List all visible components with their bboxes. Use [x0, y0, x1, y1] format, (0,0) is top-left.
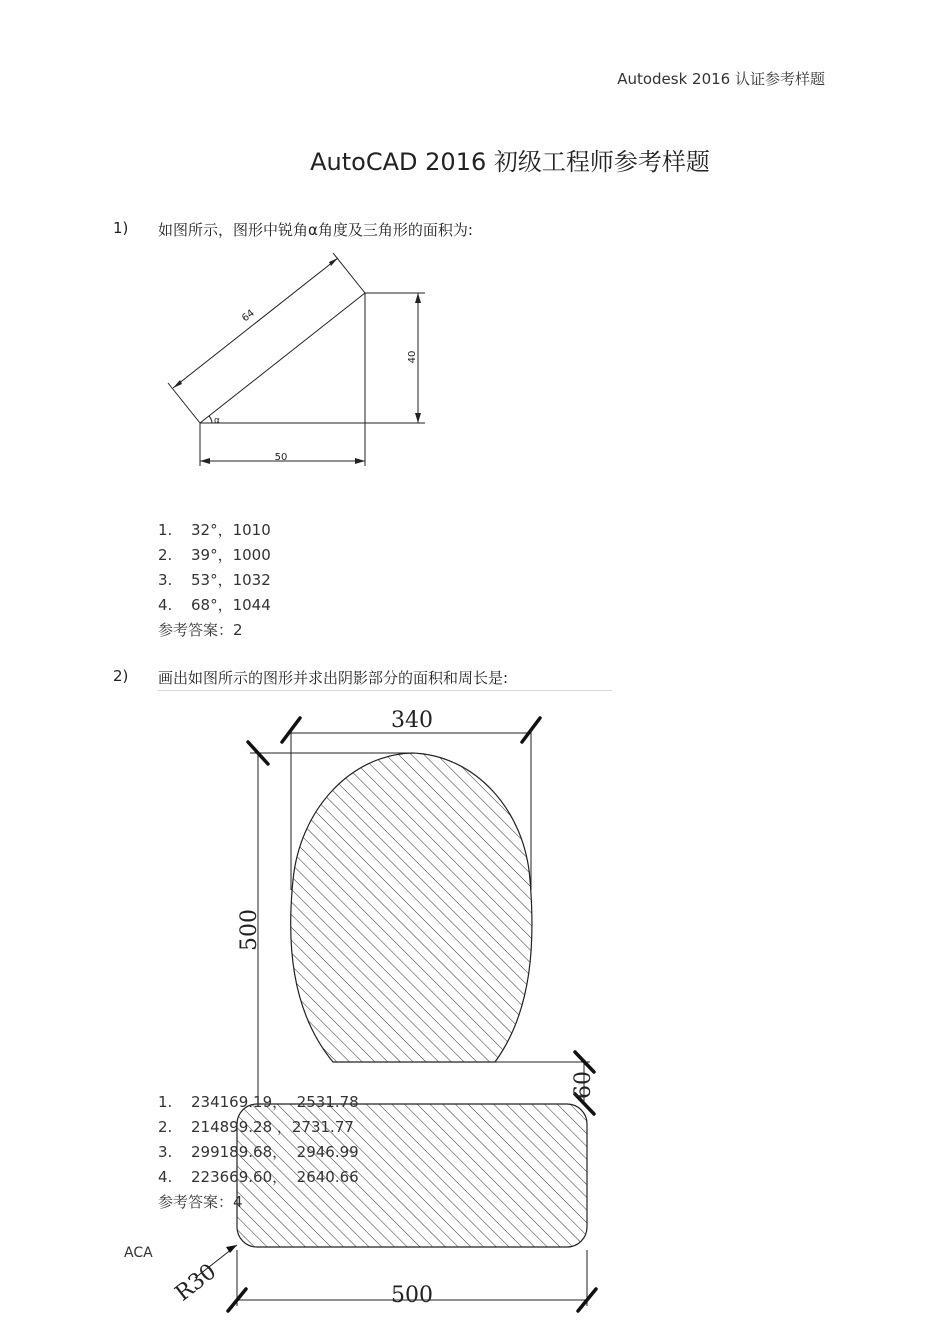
question-2-figure: [160, 700, 620, 1330]
question-1-text: 如图所示，图形中锐角α角度及三角形的面积为:: [158, 221, 473, 239]
dim-height-label: 40: [407, 350, 418, 364]
question-2-answer: 参考答案：4: [158, 1193, 243, 1211]
dim-gap-label: 60: [571, 1071, 596, 1099]
question-2-options: [158, 1090, 359, 1215]
dim-radius-label: R30: [170, 1259, 222, 1307]
question-1-answer: 参考答案：2: [158, 621, 243, 639]
option-item: 4. 68°，1044: [158, 596, 271, 614]
footer-text: ACA: [124, 1245, 153, 1261]
question-2-number: 2): [113, 667, 129, 685]
header-text: Autodesk 2016 认证参考样题: [617, 70, 825, 88]
dim-hypotenuse-label: 64: [240, 307, 257, 325]
dim-top-width-label: 340: [391, 708, 433, 733]
question-1-number: 1): [113, 219, 129, 237]
angle-alpha-label: α: [214, 416, 220, 426]
option-item: 3. 299189.68， 2946.99: [158, 1143, 359, 1161]
option-item: 1. 32°，1010: [158, 521, 271, 539]
option-item: 4. 223669.60， 2640.66: [158, 1168, 359, 1186]
dim-bottom-width-label: 500: [391, 1283, 433, 1308]
page-title: AutoCAD 2016 初级工程师参考样题: [310, 148, 710, 176]
question-1-options: [158, 518, 271, 643]
option-item: 3. 53°，1032: [158, 571, 271, 589]
divider-line: [157, 690, 612, 691]
option-item: 1. 234169.19， 2531.78: [158, 1093, 359, 1111]
dim-height-label-2: 500: [237, 909, 262, 951]
dim-base-label: 50: [274, 452, 288, 463]
question-1-figure: [150, 245, 450, 475]
question-2-text: 画出如图所示的图形并求出阴影部分的面积和周长是:: [158, 669, 509, 687]
option-item: 2. 39°，1000: [158, 546, 271, 564]
option-item: 2. 214899.28 ，2731.77: [158, 1118, 354, 1136]
